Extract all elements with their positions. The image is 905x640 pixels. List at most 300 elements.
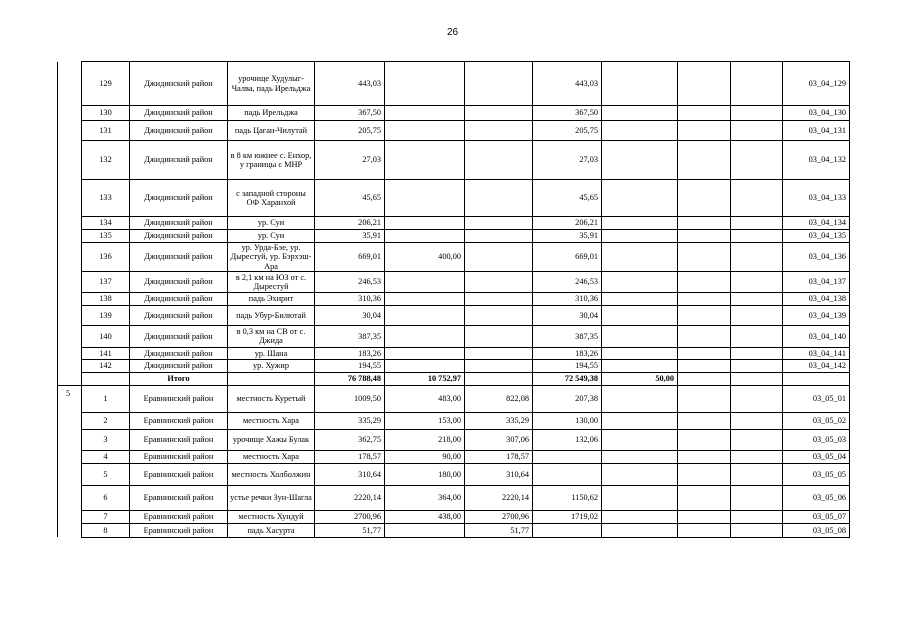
cell-g: [731, 292, 783, 305]
cell-g: [731, 106, 783, 121]
cell-a: 669,01: [315, 243, 385, 272]
cell-e: [602, 385, 678, 412]
table-row: [58, 62, 850, 106]
group-number-cell: [58, 325, 82, 347]
cell-c: [465, 106, 533, 121]
cell-g: [731, 62, 783, 106]
cell-b: [385, 121, 465, 141]
cell-e: [602, 217, 678, 230]
cell-code: 03_04_137: [783, 271, 850, 292]
group-number-cell: [58, 305, 82, 325]
cell-e: [602, 510, 678, 523]
cell-code: 03_04_142: [783, 359, 850, 372]
cell-a: 367,50: [315, 106, 385, 121]
cell-location: местность Хара: [228, 412, 315, 429]
cell-location: местность Хара: [228, 450, 315, 463]
cell-a: 362,75: [315, 429, 385, 450]
group-number-cell: [58, 62, 82, 106]
cell-f: [678, 523, 731, 537]
cell-district: Джидинский район: [130, 230, 228, 243]
table-row: [58, 230, 850, 243]
cell-location: ур. Суи: [228, 217, 315, 230]
cell-d: 183,26: [533, 347, 602, 359]
cell-b: 364,00: [385, 485, 465, 510]
group-number-cell: [58, 141, 82, 180]
cell-a: 443,03: [315, 62, 385, 106]
table-row: [58, 485, 850, 510]
cell-code: 03_05_08: [783, 523, 850, 537]
cell-c: 310,64: [465, 463, 533, 485]
group-number-cell: [58, 180, 82, 217]
cell-f: [678, 510, 731, 523]
cell-g: [731, 510, 783, 523]
cell-f: [678, 463, 731, 485]
cell-code: 03_04_129: [783, 62, 850, 106]
cell-d: 30,04: [533, 305, 602, 325]
cell-a: 2700,96: [315, 510, 385, 523]
cell-f: [678, 106, 731, 121]
cell-district: Джидинский район: [130, 359, 228, 372]
cell-district: Джидинский район: [130, 347, 228, 359]
cell-d: 246,53: [533, 271, 602, 292]
cell-location: местность Холболжин: [228, 463, 315, 485]
cell-c: [465, 141, 533, 180]
cell-location: ур. Шана: [228, 347, 315, 359]
cell-code: 03_05_07: [783, 510, 850, 523]
cell-e: [602, 305, 678, 325]
cell-c: [465, 325, 533, 347]
cell-b: [385, 230, 465, 243]
cell-c: [465, 292, 533, 305]
cell-e: [602, 121, 678, 141]
cell-c: [465, 271, 533, 292]
cell-district: Джидинский район: [130, 217, 228, 230]
cell-d: 1719,02: [533, 510, 602, 523]
cell-location: [228, 372, 315, 385]
cell-location: в 8 км южнее с. Енхор, у границы с МНР: [228, 141, 315, 180]
cell-a: 1009,50: [315, 385, 385, 412]
cell-g: [731, 359, 783, 372]
cell-code: 03_04_132: [783, 141, 850, 180]
cell-g: [731, 305, 783, 325]
cell-c: 2700,96: [465, 510, 533, 523]
cell-a: 335,29: [315, 412, 385, 429]
cell-location: в 0,3 км на СВ от с. Джида: [228, 325, 315, 347]
cell-a: 27,03: [315, 141, 385, 180]
cell-code: 03_04_136: [783, 243, 850, 272]
cell-f: [678, 305, 731, 325]
cell-d: 207,38: [533, 385, 602, 412]
cell-location: местность Хундуй: [228, 510, 315, 523]
cell-d: 1150,62: [533, 485, 602, 510]
cell-district: Еравнинский район: [130, 450, 228, 463]
cell-f: [678, 450, 731, 463]
table-row: [58, 450, 850, 463]
total-a: 76 788,48: [315, 372, 385, 385]
page-number: 26: [446, 27, 459, 38]
table-row: [58, 412, 850, 429]
cell-a: 51,77: [315, 523, 385, 537]
total-b: 10 752,97: [385, 372, 465, 385]
cell-b: 180,00: [385, 463, 465, 485]
cell-e: [602, 180, 678, 217]
cell-location: урочище Хажы Булак: [228, 429, 315, 450]
cell-a: 387,35: [315, 325, 385, 347]
cell-e: [602, 62, 678, 106]
cell-num: 140: [82, 325, 130, 347]
cell-a: 205,75: [315, 121, 385, 141]
table-row: [58, 510, 850, 523]
group-number-cell: [58, 271, 82, 292]
cell-district: Джидинский район: [130, 305, 228, 325]
cell-district: Джидинский район: [130, 325, 228, 347]
cell-e: [602, 429, 678, 450]
cell-b: [385, 62, 465, 106]
cell-c: 2220,14: [465, 485, 533, 510]
cell-a: 206,21: [315, 217, 385, 230]
cell-f: [678, 359, 731, 372]
cell-location: падь Ирельджа: [228, 106, 315, 121]
table-row: [58, 106, 850, 121]
cell-district: Еравнинский район: [130, 523, 228, 537]
cell-c: [465, 359, 533, 372]
cell-d: 206,21: [533, 217, 602, 230]
group-number-cell: [58, 292, 82, 305]
cell-code: 03_05_02: [783, 412, 850, 429]
cell-code: 03_04_141: [783, 347, 850, 359]
cell-f: [678, 385, 731, 412]
cell-d: 205,75: [533, 121, 602, 141]
cell-e: [602, 523, 678, 537]
cell-district: Еравнинский район: [130, 429, 228, 450]
cell-d: 27,03: [533, 141, 602, 180]
table-row: [58, 347, 850, 359]
cell-f: [678, 429, 731, 450]
cell-num: 133: [82, 180, 130, 217]
cell-num: 142: [82, 359, 130, 372]
cell-num: 2: [82, 412, 130, 429]
cell-f: [678, 485, 731, 510]
cell-code: 03_04_135: [783, 230, 850, 243]
cell-g: [731, 523, 783, 537]
cell-code: 03_05_06: [783, 485, 850, 510]
cell-b: [385, 271, 465, 292]
cell-num: 5: [82, 463, 130, 485]
cell-district: Джидинский район: [130, 141, 228, 180]
cell-code: 03_05_05: [783, 463, 850, 485]
cell-f: [678, 230, 731, 243]
cell-num: 7: [82, 510, 130, 523]
group-number-cell: 5: [58, 385, 82, 412]
cell-f: [678, 62, 731, 106]
cell-c: 178,57: [465, 450, 533, 463]
cell-d: 367,50: [533, 106, 602, 121]
cell-district: Джидинский район: [130, 271, 228, 292]
cell-num: 130: [82, 106, 130, 121]
table-row: [58, 523, 850, 537]
group-number-cell: [58, 463, 82, 485]
cell-d: 130,00: [533, 412, 602, 429]
cell-b: 400,00: [385, 243, 465, 272]
cell-a: 310,36: [315, 292, 385, 305]
cell-f: [678, 121, 731, 141]
cell-f: [678, 141, 731, 180]
cell-d: 669,01: [533, 243, 602, 272]
cell-num: 8: [82, 523, 130, 537]
cell-f: [678, 180, 731, 217]
cell-g: [731, 429, 783, 450]
cell-e: [602, 412, 678, 429]
cell-g: [731, 347, 783, 359]
cell-code: 03_05_03: [783, 429, 850, 450]
cell-a: 246,53: [315, 271, 385, 292]
cell-g: [731, 217, 783, 230]
cell-c: 307,06: [465, 429, 533, 450]
cell-b: 153,00: [385, 412, 465, 429]
cell-num: 132: [82, 141, 130, 180]
cell-location: с западной стороны ОФ Харанхой: [228, 180, 315, 217]
cell-c: [465, 347, 533, 359]
group-number-cell: [58, 485, 82, 510]
cell-d: [533, 463, 602, 485]
cell-g: [731, 385, 783, 412]
cell-num: 3: [82, 429, 130, 450]
cell-location: местность Куретый: [228, 385, 315, 412]
table-row: [58, 271, 850, 292]
cell-num: 141: [82, 347, 130, 359]
total-code: [783, 372, 850, 385]
cell-location: ур. Хужир: [228, 359, 315, 372]
cell-num: 134: [82, 217, 130, 230]
cell-e: [602, 106, 678, 121]
cell-e: [602, 347, 678, 359]
cell-code: 03_04_134: [783, 217, 850, 230]
cell-b: 438,00: [385, 510, 465, 523]
cell-district: Еравнинский район: [130, 485, 228, 510]
cell-f: [678, 243, 731, 272]
table-body: [58, 62, 850, 538]
cell-b: [385, 141, 465, 180]
group-number-cell: [58, 523, 82, 537]
cell-num: 137: [82, 271, 130, 292]
cell-c: [465, 243, 533, 272]
cell-b: [385, 325, 465, 347]
cell-code: 03_04_138: [783, 292, 850, 305]
cell-num: [82, 372, 130, 385]
cell-code: 03_04_131: [783, 121, 850, 141]
table-row: [58, 463, 850, 485]
table-row: [58, 385, 850, 412]
group-number-cell: [58, 359, 82, 372]
cell-d: 443,03: [533, 62, 602, 106]
cell-b: [385, 347, 465, 359]
cell-b: 483,00: [385, 385, 465, 412]
cell-c: [465, 62, 533, 106]
cell-e: [602, 325, 678, 347]
table-row: [58, 243, 850, 272]
cell-e: [602, 463, 678, 485]
cell-e: [602, 450, 678, 463]
cell-g: [731, 325, 783, 347]
cell-f: [678, 347, 731, 359]
cell-code: 03_04_139: [783, 305, 850, 325]
cell-num: 139: [82, 305, 130, 325]
cell-location: ур. Суи: [228, 230, 315, 243]
cell-g: [731, 141, 783, 180]
cell-a: 310,64: [315, 463, 385, 485]
cell-location: устье речки Зун-Шагла: [228, 485, 315, 510]
cell-b: [385, 217, 465, 230]
total-c: [465, 372, 533, 385]
cell-b: 90,00: [385, 450, 465, 463]
cell-num: 138: [82, 292, 130, 305]
cell-g: [731, 463, 783, 485]
group-number-cell: [58, 412, 82, 429]
cell-d: [533, 523, 602, 537]
cell-b: [385, 305, 465, 325]
cell-d: 387,35: [533, 325, 602, 347]
cell-g: [731, 271, 783, 292]
cell-a: 2220,14: [315, 485, 385, 510]
cell-code: 03_05_01: [783, 385, 850, 412]
group-number-cell: [58, 106, 82, 121]
cell-b: 218,00: [385, 429, 465, 450]
table-row: [58, 359, 850, 372]
cell-c: 51,77: [465, 523, 533, 537]
cell-location: падь Эхирит: [228, 292, 315, 305]
cell-g: [731, 485, 783, 510]
cell-a: 194,55: [315, 359, 385, 372]
cell-c: 335,29: [465, 412, 533, 429]
cell-g: [731, 230, 783, 243]
cell-d: 194,55: [533, 359, 602, 372]
cell-district: Джидинский район: [130, 106, 228, 121]
table-row: [58, 305, 850, 325]
cell-location: урочище Худулыг-Чалва, падь Ирельджа: [228, 62, 315, 106]
cell-d: 45,65: [533, 180, 602, 217]
cell-code: 03_04_140: [783, 325, 850, 347]
table-row: [58, 121, 850, 141]
cell-g: [731, 412, 783, 429]
cell-d: 132,06: [533, 429, 602, 450]
group-number-cell: [58, 372, 82, 385]
table-row: [58, 180, 850, 217]
cell-a: 35,91: [315, 230, 385, 243]
cell-num: 4: [82, 450, 130, 463]
cell-g: [731, 243, 783, 272]
cell-b: [385, 523, 465, 537]
cell-a: 45,65: [315, 180, 385, 217]
table-row: [58, 292, 850, 305]
cell-num: 136: [82, 243, 130, 272]
total-g: [731, 372, 783, 385]
cell-district: Джидинский район: [130, 180, 228, 217]
cell-f: [678, 412, 731, 429]
cell-b: [385, 359, 465, 372]
cell-c: 822,08: [465, 385, 533, 412]
cell-b: [385, 292, 465, 305]
cell-d: 310,36: [533, 292, 602, 305]
cell-district: Джидинский район: [130, 243, 228, 272]
cell-c: [465, 217, 533, 230]
cell-d: 35,91: [533, 230, 602, 243]
total-label: Итого: [130, 372, 228, 385]
cell-code: 03_04_130: [783, 106, 850, 121]
cell-location: падь Хасурта: [228, 523, 315, 537]
group-number-cell: [58, 510, 82, 523]
cell-district: Еравнинский район: [130, 510, 228, 523]
cell-num: 131: [82, 121, 130, 141]
cell-location: падь Убур-Билютай: [228, 305, 315, 325]
group-number-cell: [58, 230, 82, 243]
cell-f: [678, 271, 731, 292]
cell-code: 03_05_04: [783, 450, 850, 463]
cell-f: [678, 217, 731, 230]
cell-district: Джидинский район: [130, 62, 228, 106]
cell-location: ур. Урда-Бэе, ур. Дырестуй, ур. Бэрхэш-Ара: [228, 243, 315, 272]
cell-a: 178,57: [315, 450, 385, 463]
cell-c: [465, 230, 533, 243]
cell-b: [385, 106, 465, 121]
cell-e: [602, 271, 678, 292]
table-row: [58, 325, 850, 347]
total-e: 50,00: [602, 372, 678, 385]
cell-g: [731, 121, 783, 141]
cell-b: [385, 180, 465, 217]
cell-f: [678, 325, 731, 347]
cell-num: 129: [82, 62, 130, 106]
total-row: [58, 372, 850, 385]
table-row: [58, 429, 850, 450]
cell-district: Еравнинский район: [130, 412, 228, 429]
land-register-table: [57, 61, 850, 538]
group-number-cell: [58, 450, 82, 463]
cell-code: 03_04_133: [783, 180, 850, 217]
cell-num: 1: [82, 385, 130, 412]
cell-e: [602, 485, 678, 510]
group-number-cell: [58, 429, 82, 450]
table-row: [58, 141, 850, 180]
cell-num: 135: [82, 230, 130, 243]
cell-district: Джидинский район: [130, 292, 228, 305]
total-d: 72 549,38: [533, 372, 602, 385]
cell-c: [465, 121, 533, 141]
group-number-cell: [58, 121, 82, 141]
cell-g: [731, 180, 783, 217]
group-number-cell: [58, 347, 82, 359]
cell-f: [678, 292, 731, 305]
cell-e: [602, 359, 678, 372]
cell-district: Еравнинский район: [130, 385, 228, 412]
table-row: [58, 217, 850, 230]
cell-c: [465, 305, 533, 325]
cell-num: 6: [82, 485, 130, 510]
cell-district: Джидинский район: [130, 121, 228, 141]
cell-e: [602, 292, 678, 305]
cell-district: Еравнинский район: [130, 463, 228, 485]
cell-c: [465, 180, 533, 217]
cell-e: [602, 243, 678, 272]
cell-d: [533, 450, 602, 463]
cell-e: [602, 141, 678, 180]
cell-location: в 2,1 км на ЮЗ от с. Дырестуй: [228, 271, 315, 292]
cell-e: [602, 230, 678, 243]
cell-g: [731, 450, 783, 463]
total-f: [678, 372, 731, 385]
cell-location: падь Цаган-Чилутай: [228, 121, 315, 141]
cell-a: 30,04: [315, 305, 385, 325]
group-number-cell: [58, 243, 82, 272]
